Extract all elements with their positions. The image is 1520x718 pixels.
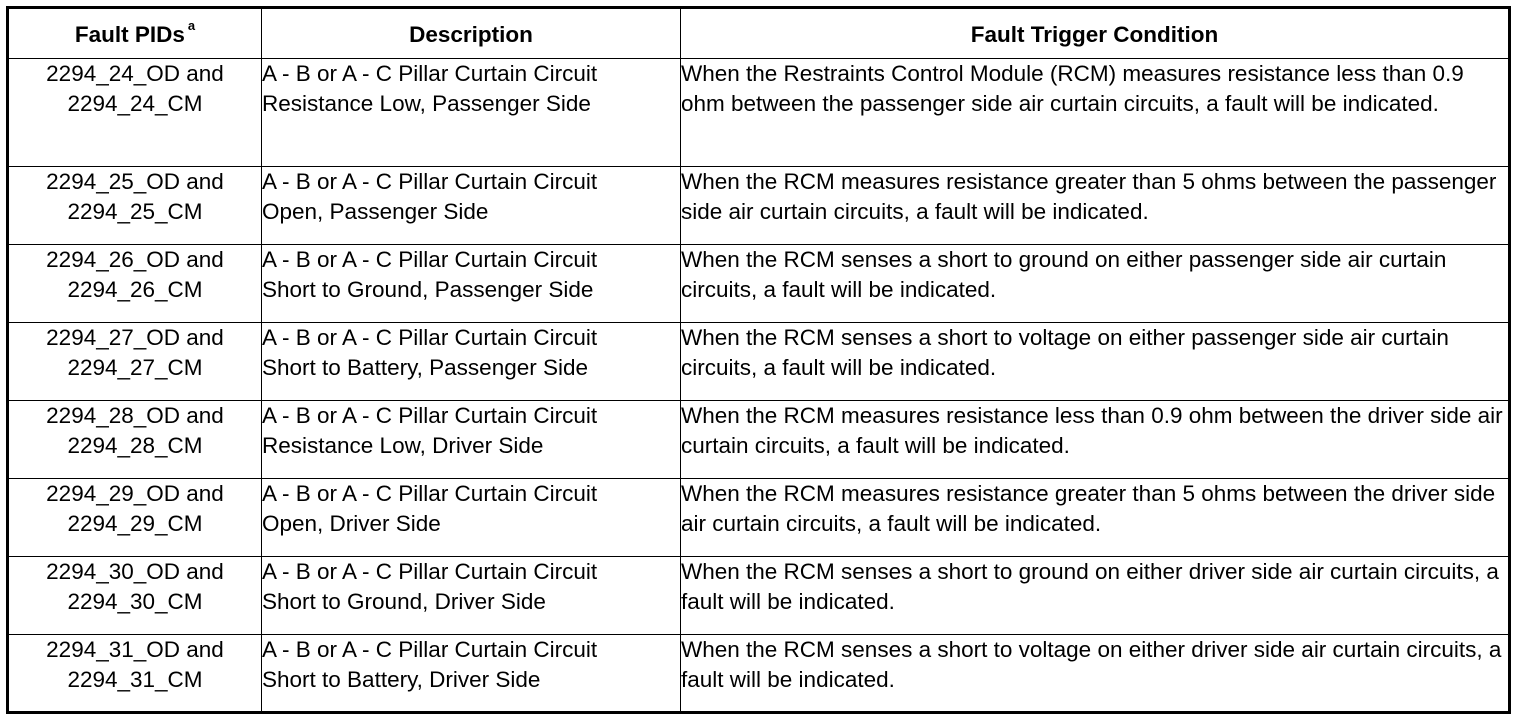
fault-pid-table [6,6,1511,714]
table-body [8,59,1510,713]
table-row [8,59,1510,167]
table-row [8,167,1510,245]
table-row [8,557,1510,635]
fault-pid-line: 2294_25_OD and [46,169,224,194]
fault-pid-line: 2294_31_OD and [46,637,224,662]
fault-pid-line: 2294_27_OD and [46,325,224,350]
description-line: Open, Passenger Side [262,199,489,224]
trigger-condition-cell: When the RCM senses a short to voltage on either passenger side air curtain circuits, a fault will be indicated. [681,323,1510,401]
fault-pid-cell [8,245,262,323]
description-cell [262,245,681,323]
fault-pid-line: 2294_28_CM [67,433,203,458]
fault-pid-cell [8,401,262,479]
description-line: Open, Driver Side [262,511,441,536]
header-fault-trigger-condition: Fault Trigger Condition [681,8,1510,59]
fault-pid-cell [8,167,262,245]
header-description: Description [262,8,681,59]
trigger-condition-cell: When the RCM measures resistance greater than 5 ohms between the driver side air curtain circuits, a fault will be indicated. [681,479,1510,557]
fault-pid-cell [8,479,262,557]
description-line: A - B or A - C Pillar Curtain Circuit [262,559,598,584]
fault-pid-line: 2294_27_CM [67,355,203,380]
trigger-condition-cell: When the RCM measures resistance less than 0.9 ohm between the driver side air curtain circuits, a fault will be indicated. [681,401,1510,479]
description-cell [262,59,681,167]
fault-pid-cell [8,323,262,401]
description-cell [262,323,681,401]
description-line: Short to Battery, Passenger Side [262,355,589,380]
description-line: Resistance Low, Driver Side [262,433,544,458]
description-line: A - B or A - C Pillar Curtain Circuit [262,481,598,506]
fault-pid-line: 2294_30_CM [67,589,203,614]
fault-pid-line: 2294_29_OD and [46,481,224,506]
fault-pid-line: 2294_29_CM [67,511,203,536]
description-line: A - B or A - C Pillar Curtain Circuit [262,325,598,350]
fault-pid-cell [8,557,262,635]
description-line: Resistance Low, Passenger Side [262,91,591,116]
header-fault-pids [8,8,262,59]
table-row [8,635,1510,713]
description-line: A - B or A - C Pillar Curtain Circuit [262,403,598,428]
fault-pid-line: 2294_26_CM [67,277,203,302]
header-row [8,8,1510,59]
description-line: Short to Ground, Driver Side [262,589,546,614]
description-line: A - B or A - C Pillar Curtain Circuit [262,247,598,272]
trigger-condition-cell: When the Restraints Control Module (RCM) measures resistance less than 0.9 ohm between the passenger side air curtain circuits, a fault will be indicated. [681,59,1510,167]
table-row [8,401,1510,479]
trigger-condition-cell: When the RCM measures resistance greater than 5 ohms between the passenger side air curtain circuits, a fault will be indicated. [681,167,1510,245]
trigger-condition-cell: When the RCM senses a short to ground on either passenger side air curtain circuits, a fault will be indicated. [681,245,1510,323]
description-cell [262,167,681,245]
fault-pid-line: 2294_31_CM [67,667,203,692]
fault-pid-line: 2294_28_OD and [46,403,224,428]
description-line: Short to Battery, Driver Side [262,667,541,692]
description-line: Short to Ground, Passenger Side [262,277,594,302]
fault-pid-line: 2294_24_CM [67,91,203,116]
table-row [8,479,1510,557]
fault-pid-cell [8,59,262,167]
fault-pid-line: 2294_25_CM [67,199,203,224]
description-cell [262,635,681,713]
fault-pid-line: 2294_24_OD and [46,61,224,86]
trigger-condition-cell: When the RCM senses a short to voltage on either driver side air curtain circuits, a fault will be indicated. [681,635,1510,713]
description-line: A - B or A - C Pillar Curtain Circuit [262,637,598,662]
trigger-condition-cell: When the RCM senses a short to ground on either driver side air curtain circuits, a fault will be indicated. [681,557,1510,635]
table-row [8,323,1510,401]
description-line: A - B or A - C Pillar Curtain Circuit [262,61,598,86]
fault-pid-line: 2294_30_OD and [46,559,224,584]
table-header [8,8,1510,59]
fault-pid-cell [8,635,262,713]
description-cell [262,557,681,635]
header-fault-pids-label: Fault PIDs [74,21,185,47]
footnote-marker: a [187,18,196,33]
description-line: A - B or A - C Pillar Curtain Circuit [262,169,598,194]
table-row [8,245,1510,323]
description-cell [262,401,681,479]
description-cell [262,479,681,557]
fault-pid-line: 2294_26_OD and [46,247,224,272]
